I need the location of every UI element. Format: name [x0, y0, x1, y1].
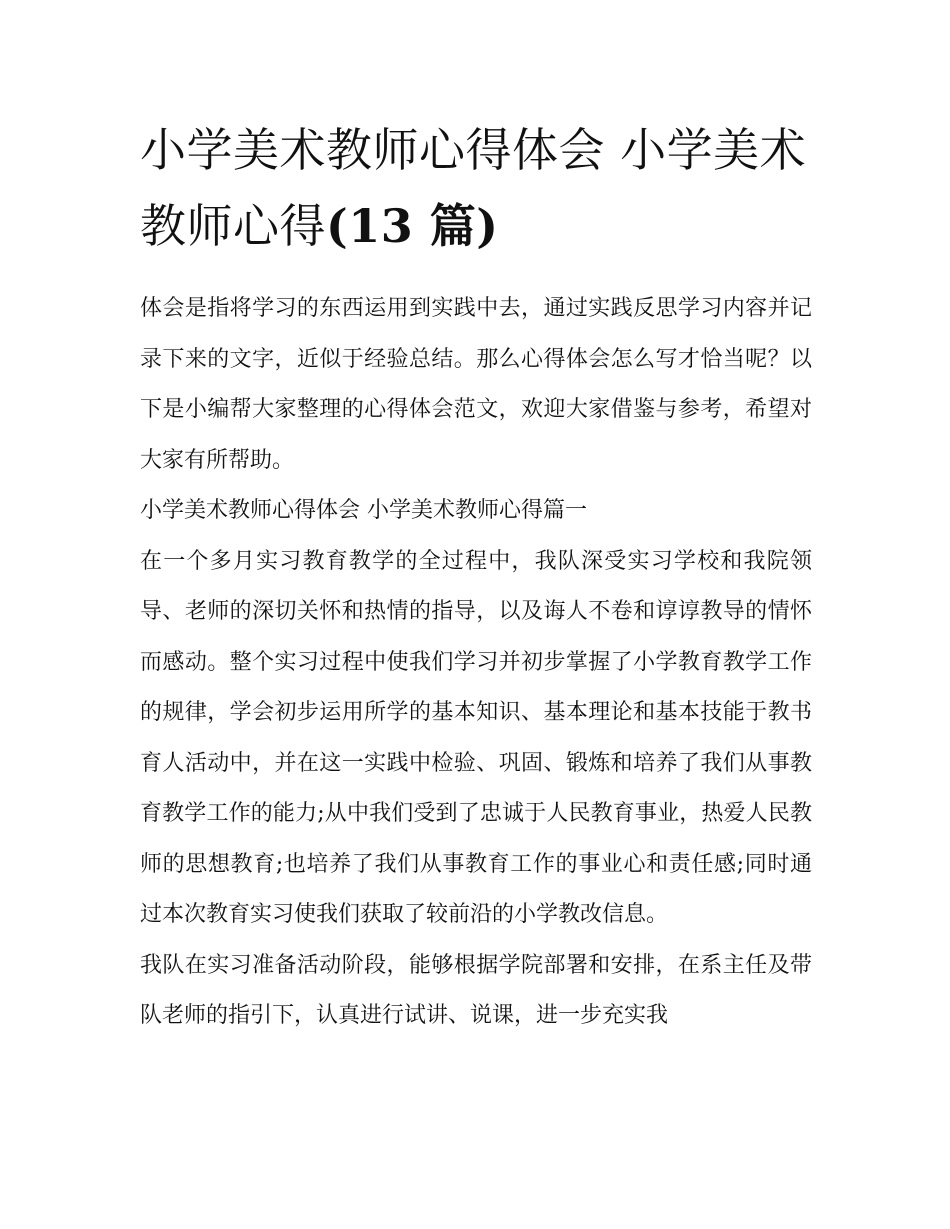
title-main-text: 小学美术教师心得体会 小学美术教师心得 [140, 123, 807, 253]
body-paragraph-1: 在一个多月实习教育教学的全过程中，我队深受实习学校和我院领导、老师的深切关怀和热情的指导，以及诲人不卷和谆谆教导的情怀而感动。整个实习过程中使我们学习并初步掌握了小学教育教学工作的规律，学会初步运用所学的基本知识、基本理论和基本技能于教书育人活动中，并在这一实践中检验、巩固、锻炼和培养了我们从事教育教学工作的能力;从中我们受到了忠诚于人民教育事业，热爱人民教师的思想教育;也培养了我们从事教育工作的事业心和责任感;同时通过本次教育实习使我们获取了较前沿的小学教改信息。 [140, 548, 812, 927]
document-page [140, 112, 812, 1042]
document-title [140, 112, 812, 264]
title-count-text: (13 篇) [326, 199, 499, 253]
section-heading: 小学美术教师心得体会 小学美术教师心得篇一 [140, 498, 587, 523]
body-paragraph-2: 我队在实习准备活动阶段，能够根据学院部署和安排，在系主任及带队老师的指引下，认真进行试讲、说课，进一步充实我 [140, 952, 812, 1028]
intro-paragraph: 体会是指将学习的东西运用到实践中去，通过实践反思学习内容并记录下来的文字，近似于经验总结。那么心得体会怎么写才恰当呢？以下是小编帮大家整理的心得体会范文，欢迎大家借鉴与参考，希望对大家有所帮助。 [140, 296, 812, 473]
